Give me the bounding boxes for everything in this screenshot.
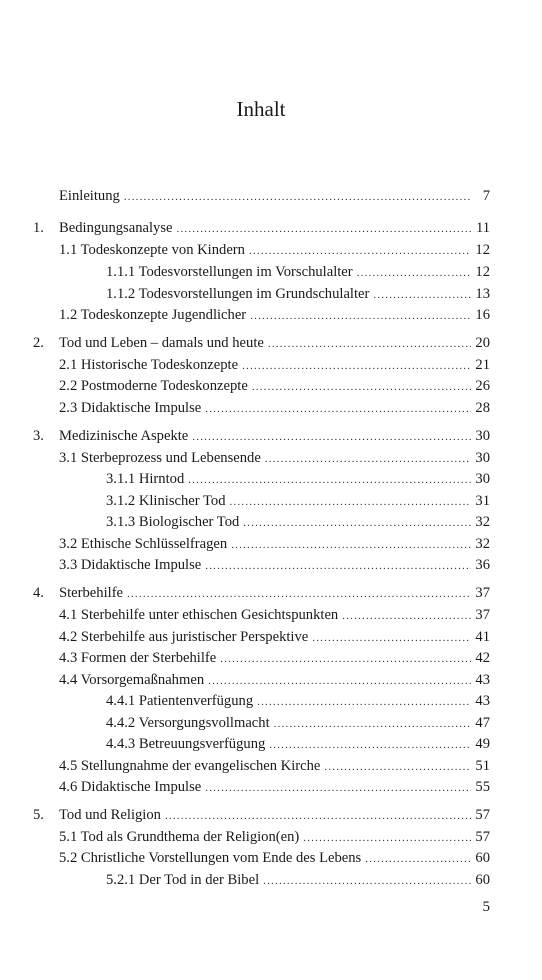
toc-entry-title: 3.1.3 Biologischer Tod (106, 514, 240, 530)
toc-entry-title: Einleitung (59, 188, 120, 204)
toc-dot-leader (365, 849, 471, 868)
toc-entry-title: 4.4 Vorsorgemaßnahmen (59, 672, 205, 688)
toc-entry-title: 5.2 Christliche Vorstellungen vom Ende des Lebens (59, 850, 362, 866)
toc-entry (59, 218, 490, 238)
toc-dot-leader (342, 606, 471, 625)
toc-entry-title: 4.4.2 Versorgungsvollmacht (106, 715, 270, 731)
toc-dot-leader (205, 399, 471, 418)
chapter-number: 2. (33, 335, 44, 351)
page-number: 5 (482, 899, 490, 915)
toc-entry (59, 186, 490, 206)
toc-entry-title: 5.1 Tod als Grundthema der Religion(en) (59, 829, 300, 845)
toc-entry-page: 32 (475, 514, 490, 530)
toc-entry (106, 469, 490, 489)
toc-entry (59, 305, 490, 325)
toc-entry-page: 57 (475, 829, 490, 845)
toc-entry-page: 49 (475, 736, 490, 752)
toc-entry (106, 284, 490, 304)
toc-entry-page: 55 (475, 779, 490, 795)
toc-entry-title: 4.3 Formen der Sterbehilfe (59, 650, 217, 666)
chapter-number: 5. (33, 807, 44, 823)
chapter-number: 4. (33, 585, 44, 601)
toc-entry-page: 12 (475, 264, 490, 280)
toc-entry (59, 376, 490, 396)
toc-dot-leader (124, 187, 471, 206)
toc-entry-title: 1.2 Todeskonzepte Jugendlicher (59, 307, 247, 323)
toc-entry-page: 30 (475, 471, 490, 487)
chapter-number: 3. (33, 428, 44, 444)
toc-entry-page: 43 (475, 672, 490, 688)
toc-entry-title: 3.2 Ethische Schlüsselfragen (59, 536, 228, 552)
toc-entry (59, 627, 490, 647)
toc-entry-page: 30 (475, 450, 490, 466)
toc-entry-page: 16 (475, 307, 490, 323)
toc-dot-leader (242, 356, 471, 375)
toc-entry (59, 756, 490, 776)
toc-entry-page: 60 (475, 872, 490, 888)
toc-entry-page: 47 (475, 715, 490, 731)
toc-dot-leader (269, 735, 471, 754)
toc-entry (59, 648, 490, 668)
toc-entry (59, 827, 490, 847)
toc-dot-leader (220, 649, 471, 668)
toc-entry-page: 60 (475, 850, 490, 866)
toc-dot-leader (165, 806, 471, 825)
toc-entry-title: 3.1.1 Hirntod (106, 471, 185, 487)
toc-entry (59, 777, 490, 797)
toc-entry-title: Tod und Leben – damals und heute (59, 335, 264, 351)
toc-dot-leader (257, 692, 471, 711)
toc-entry (106, 262, 490, 282)
toc-dot-leader (263, 871, 471, 890)
toc-dot-leader (177, 219, 472, 238)
toc-entry-page: 11 (475, 220, 490, 236)
toc-entry (59, 670, 490, 690)
chapter-number: 1. (33, 220, 44, 236)
toc-entry-page: 37 (475, 585, 490, 601)
toc-entry-page: 26 (475, 378, 490, 394)
toc-entry (59, 555, 490, 575)
toc-entry-title: 3.1.2 Klinischer Tod (106, 493, 226, 509)
toc-entry-title: 4.4.3 Betreuungsverfügung (106, 736, 266, 752)
toc-entry-title: 2.3 Didaktische Impulse (59, 400, 202, 416)
toc-dot-leader (231, 535, 471, 554)
toc-entry (106, 512, 490, 532)
toc-entry-title: 1.1.1 Todesvorstellungen im Vorschulalter (106, 264, 353, 280)
toc-entry-page: 21 (475, 357, 490, 373)
toc-entry-page: 30 (475, 428, 490, 444)
toc-entry-title: 2.2 Postmoderne Todeskonzepte (59, 378, 248, 394)
toc-dot-leader (373, 285, 471, 304)
toc-dot-leader (243, 513, 471, 532)
toc-entry (59, 448, 490, 468)
toc-entry (106, 713, 490, 733)
toc-dot-leader (303, 828, 471, 847)
toc-dot-leader (268, 334, 471, 353)
toc-entry-title: 4.4.1 Patientenverfügung (106, 693, 254, 709)
toc-entry-title: 3.1 Sterbeprozess und Lebensende (59, 450, 261, 466)
toc-entry (59, 583, 490, 603)
toc-dot-leader (357, 263, 471, 282)
toc-dot-leader (188, 470, 471, 489)
toc-entry (59, 848, 490, 868)
toc-entry-title: 4.1 Sterbehilfe unter ethischen Gesichtspunkten (59, 607, 339, 623)
toc-dot-leader (312, 628, 471, 647)
toc-entry-title: 4.6 Didaktische Impulse (59, 779, 202, 795)
toc-entry-page: 51 (475, 758, 490, 774)
toc-entry-title: 4.2 Sterbehilfe aus juristischer Perspektive (59, 629, 309, 645)
toc-entry-title: Sterbehilfe (59, 585, 124, 601)
toc-entry-page: 41 (475, 629, 490, 645)
toc-entry-title: 1.1.2 Todesvorstellungen im Grundschulalter (106, 286, 370, 302)
toc-entry (106, 734, 490, 754)
toc-entry (59, 240, 490, 260)
toc-dot-leader (205, 556, 471, 575)
toc-dot-leader (249, 241, 471, 260)
toc-entry-page: 20 (475, 335, 490, 351)
toc-dot-leader (250, 306, 471, 325)
toc-entry-title: 3.3 Didaktische Impulse (59, 557, 202, 573)
toc-dot-leader (274, 714, 471, 733)
toc-entry-page: 57 (475, 807, 490, 823)
toc-dot-leader (230, 492, 471, 511)
toc-dot-leader (192, 427, 471, 446)
toc-dot-leader (208, 671, 471, 690)
toc-entry-title: 5.2.1 Der Tod in der Bibel (106, 872, 260, 888)
toc-entry-page: 42 (475, 650, 490, 666)
toc-entry-title: Bedingungsanalyse (59, 220, 173, 236)
toc-entry-title: 2.1 Historische Todeskonzepte (59, 357, 239, 373)
toc-entry-page: 7 (482, 188, 490, 204)
toc-entry-page: 32 (475, 536, 490, 552)
toc-entry (106, 491, 490, 511)
toc-entry (106, 691, 490, 711)
toc-entry-title: Medizinische Aspekte (59, 428, 189, 444)
toc-entry (59, 805, 490, 825)
toc-dot-leader (324, 757, 471, 776)
toc-dot-leader (127, 584, 471, 603)
toc-entry-title: Tod und Religion (59, 807, 161, 823)
toc-entry (59, 605, 490, 625)
toc-entry-page: 12 (475, 242, 490, 258)
toc-entry (106, 870, 490, 890)
toc-dot-leader (252, 377, 471, 396)
toc-entry-page: 36 (475, 557, 490, 573)
toc-entry-page: 31 (475, 493, 490, 509)
toc-dot-leader (205, 778, 471, 797)
toc-entry-page: 43 (475, 693, 490, 709)
toc-entry-title: 1.1 Todeskonzepte von Kindern (59, 242, 245, 258)
page-title: Inhalt (236, 97, 286, 121)
toc-dot-leader (265, 449, 471, 468)
toc-entry (59, 355, 490, 375)
toc-entry-title: 4.5 Stellungnahme der evangelischen Kirche (59, 758, 321, 774)
toc-entry (59, 534, 490, 554)
toc-entry-page: 28 (475, 400, 490, 416)
toc-entry (59, 398, 490, 418)
toc-entry (59, 426, 490, 446)
toc-entry-page: 37 (475, 607, 490, 623)
toc-entry-page: 13 (475, 286, 490, 302)
toc-entry (59, 333, 490, 353)
